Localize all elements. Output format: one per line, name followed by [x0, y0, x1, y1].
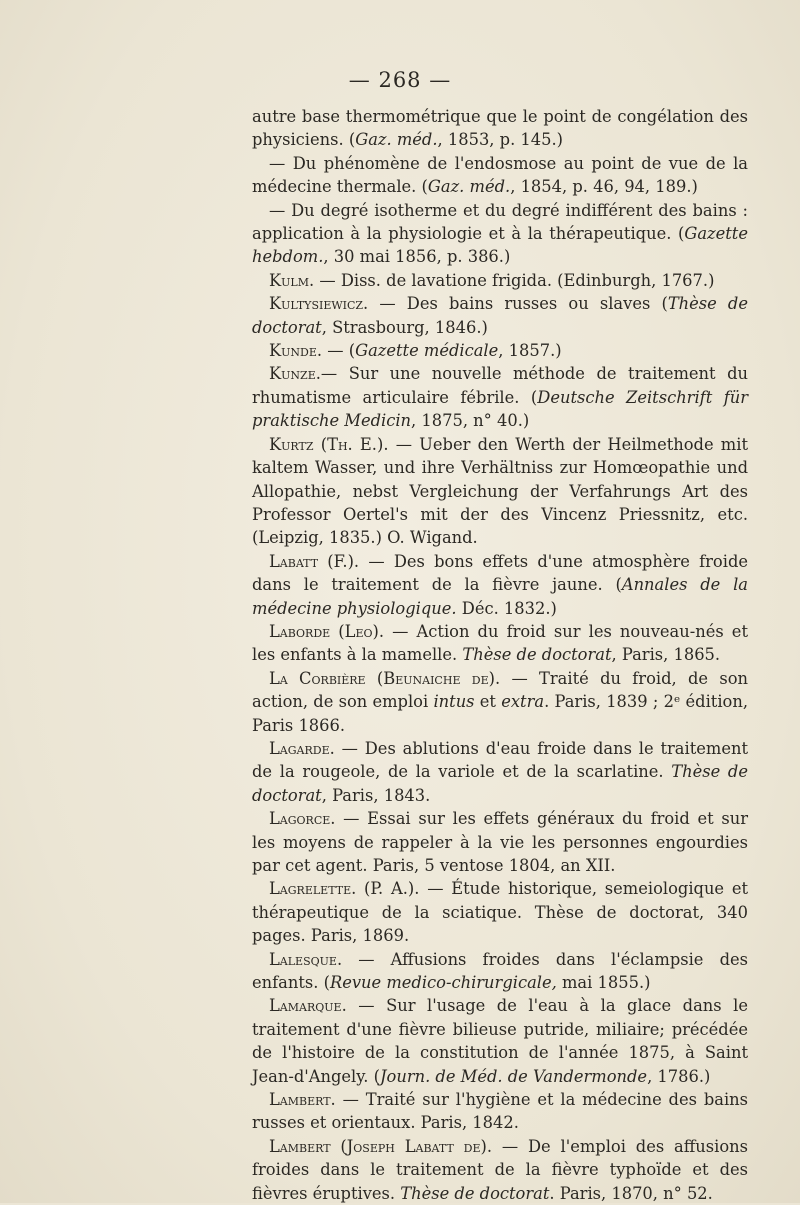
entry-text: — Traité sur l'hygiène et la médecine des bains russes et orientaux. Paris, 1842. — [252, 1090, 748, 1133]
italic-title: Gazette hebdom. — [252, 224, 748, 267]
entry-text: . Paris, 1870, n° 52. — [549, 1183, 713, 1203]
entry-text: , 1857.) — [498, 341, 562, 361]
entry-text: — Des ablutions d'eau froide dans le traitement de la rougeole, de la variole et de la scarlatine. — [252, 738, 748, 782]
author-name: Lambert. — [269, 1090, 336, 1110]
italic-title: Thèse de doctorat — [252, 762, 748, 805]
entry-text: et — [474, 692, 502, 712]
author-name: Kulm. — [269, 270, 315, 290]
italic-title: Deutsche Zeitschrift für praktische Medicin — [252, 387, 748, 431]
author-name: Kunze. — [269, 364, 321, 384]
author-name: Leo — [344, 621, 373, 641]
bibliography-entry — [252, 807, 748, 877]
entry-text: (P. A.). — Étude historique, semeiologique et thérapeutique de la sciatique. Thèse de doctorat, 340 pages. Paris, 1869. — [252, 879, 748, 946]
entry-text: , 1853, p. 145.) — [437, 130, 564, 150]
entry-text: , Paris, 1865. — [611, 645, 721, 665]
entry-text: , 30 mai 1856, p. 386.) — [323, 247, 511, 267]
bibliography-entry — [252, 292, 748, 339]
entry-text: ( — [313, 434, 328, 454]
entry-text: (F.). — Des bons effets d'une atmosphère froide dans le traitement de la fièvre jaune. ( — [252, 551, 748, 595]
bibliography-entry — [252, 105, 748, 152]
italic-title: Journ. de Méd. de Vandermonde — [380, 1066, 648, 1086]
entry-text: ). — Ueber den Werth der Heilmethode mit kaltem Wasser, und ihre Verhältniss zur Homœopathie und Allopathie, nebst Vergleichung der Verfahrungs Art des Professor Oertel's mit der des Vincenz Priessnitz, etc. (Leipzig, 1835.) O. Wigand. — [252, 434, 748, 548]
bibliography-entry — [252, 433, 748, 550]
entry-text: — Des bains russes ou slaves ( — [368, 294, 668, 314]
bibliography-entry — [252, 737, 748, 807]
author-name: Kunde. — [269, 341, 323, 361]
entry-text: autre base thermométrique que le point de congélation des physiciens. ( — [252, 107, 748, 150]
entry-text: — ( — [322, 341, 356, 361]
italic-title: Revue medico-chirurgicale, — [329, 973, 557, 993]
entry-text: ). — De l'emploi des affusions froides dans le traitement de la fièvre typhoïde et des fièvres éruptives. — [252, 1136, 748, 1203]
bibliography-entry — [252, 667, 748, 737]
bibliography-entry — [252, 1088, 748, 1135]
page-number: — 268 — — [348, 68, 452, 92]
italic-title: Annales de la médecine physiologique. — [252, 575, 748, 618]
entry-text: — Du phénomène de l'endosmose au point de vue de la médecine thermale. ( — [252, 153, 748, 197]
entry-text: — Sur l'usage de l'eau à la glace dans le traitement d'une fièvre bilieuse putride, miliaire; précédée de l'histoire de la constitution de l'année 1875, à Saint Jean-d'Angely. ( — [252, 996, 748, 1086]
bibliography-entry — [252, 550, 748, 620]
bibliography-entry — [252, 199, 748, 269]
entry-text: ). — Traité du froid, de son action, de son emploi — [252, 668, 748, 712]
entry-text: Déc. 1832.) — [456, 598, 557, 618]
entry-text: ). — Action du froid sur les nouveau-nés et les enfants à la mamelle. — [252, 621, 748, 665]
bibliography-entry — [252, 269, 748, 292]
author-name: Laborde — [269, 621, 331, 641]
italic-title: Thèse de doctorat — [252, 294, 748, 337]
bibliography-entry — [252, 877, 748, 947]
italic-title: extra — [501, 692, 545, 712]
entry-text: — Affusions froides dans l'éclampsie des enfants. ( — [252, 949, 748, 993]
author-name: Lamarque. — [269, 996, 347, 1016]
entry-text: — Sur une nouvelle méthode de traitement du rhumatisme articulaire fébrile. ( — [252, 364, 748, 407]
italic-title: intus — [433, 692, 475, 712]
author-name: Lagarde. — [269, 738, 335, 758]
bibliography-entry — [252, 339, 748, 362]
author-name: Lagrelette. — [269, 879, 357, 899]
bibliography-entry — [252, 362, 748, 432]
author-name: Labatt — [269, 551, 319, 571]
entry-text: , 1786.) — [647, 1066, 711, 1086]
entry-text: . Paris, 1839 ; 2ᵉ édition, Paris 1866. — [252, 692, 749, 735]
entry-text: ( — [330, 621, 345, 641]
entry-text: — Du degré isotherme et du degré indifférent des bains : application à la physiologie et à la thérapeutique. ( — [252, 200, 748, 244]
entry-text: , 1854, p. 46, 94, 189.) — [510, 177, 698, 197]
italic-title: Thèse de doctorat — [462, 645, 612, 665]
author-name: Joseph Labatt de — [346, 1136, 481, 1156]
entry-text: , 1875, n° 40.) — [411, 411, 530, 431]
italic-title: Gaz. méd. — [427, 177, 511, 197]
author-name: Lagorce. — [269, 809, 336, 829]
italic-title: Gazette médicale — [355, 341, 499, 361]
bibliography-entry — [252, 1135, 748, 1205]
entry-text: ( — [330, 1136, 347, 1156]
entry-text: mai 1855.) — [556, 973, 651, 993]
bibliography-text — [252, 105, 748, 1205]
bibliography-entry — [252, 948, 748, 995]
bibliography-entry — [252, 152, 748, 199]
author-name: Beunaiche de — [383, 668, 489, 688]
author-name: Th. E. — [327, 434, 377, 454]
entry-text: — Essai sur les effets généraux du froid et sur les moyens de rappeler à la vie les personnes engourdies par cet agent. Paris, 5 ventose 1804, an XII. — [252, 809, 748, 875]
author-name: Kurtz — [269, 434, 314, 454]
author-name: La Corbière — [269, 668, 366, 688]
entry-text: ( — [365, 668, 384, 688]
entry-text: , Strasbourg, 1846.) — [321, 317, 488, 337]
italic-title: Thèse de doctorat — [400, 1183, 550, 1203]
author-name: Lambert — [269, 1136, 331, 1156]
bibliography-entry — [252, 994, 748, 1088]
entry-text: — Diss. de lavatione frigida. (Edinburgh, 1767.) — [314, 270, 715, 290]
author-name: Kultysiewicz. — [269, 294, 369, 314]
entry-text: , Paris, 1843. — [321, 785, 431, 805]
author-name: Lalesque. — [269, 949, 343, 969]
italic-title: Gaz. méd. — [355, 130, 438, 150]
bibliography-entry — [252, 620, 748, 667]
